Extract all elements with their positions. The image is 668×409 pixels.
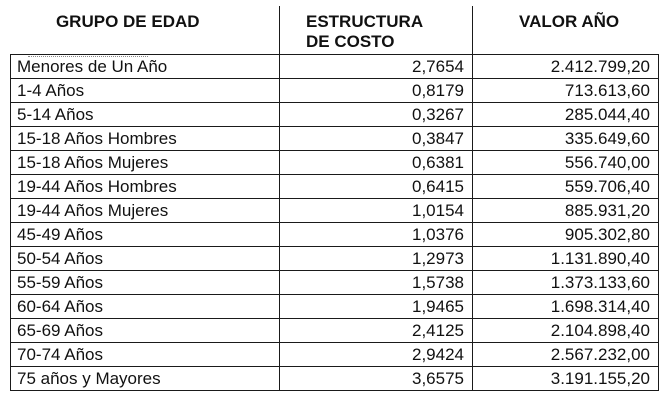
cost-structure-cell: 0,3847 — [280, 126, 473, 150]
table-row — [11, 78, 659, 102]
cost-structure-cell: 0,3267 — [280, 102, 473, 126]
cost-structure-cell: 1,5738 — [280, 270, 473, 294]
table-row — [11, 366, 659, 390]
table-header-row — [11, 6, 659, 54]
cost-structure-cell: 1,0154 — [280, 198, 473, 222]
age-group-cell: 60-64 Años — [11, 294, 280, 318]
header-age-group: GRUPO DE EDAD — [11, 6, 280, 54]
year-value-cell: 559.706,40 — [473, 174, 659, 198]
table-row — [11, 342, 659, 366]
header-year-value: VALOR AÑO — [519, 12, 620, 31]
year-value-cell: 1.373.133,60 — [473, 270, 659, 294]
table-row — [11, 126, 659, 150]
year-value-cell: 285.044,40 — [473, 102, 659, 126]
age-group-cell: 75 años y Mayores — [11, 366, 280, 390]
year-value-cell: 1.698.314,40 — [473, 294, 659, 318]
age-group-cell: 70-74 Años — [11, 342, 280, 366]
year-value-cell: 905.302,80 — [473, 222, 659, 246]
age-group-cell: 50-54 Años — [11, 246, 280, 270]
table-row — [11, 198, 659, 222]
scan-artifact — [28, 56, 148, 59]
cost-structure-table — [10, 6, 659, 391]
year-value-cell: 1.131.890,40 — [473, 246, 659, 270]
age-group-cell: 1-4 Años — [11, 78, 280, 102]
cost-structure-cell: 0,6415 — [280, 174, 473, 198]
header-cost-structure: ESTRUCTURA DE COSTO — [280, 6, 473, 54]
age-group-cell: 5-14 Años — [11, 102, 280, 126]
cost-structure-cell: 2,9424 — [280, 342, 473, 366]
year-value-cell: 2.104.898,40 — [473, 318, 659, 342]
table-row — [11, 246, 659, 270]
cost-structure-cell: 2,7654 — [280, 54, 473, 78]
cost-structure-cell: 2,4125 — [280, 318, 473, 342]
cost-structure-cell: 0,6381 — [280, 150, 473, 174]
cost-structure-cell: 1,2973 — [280, 246, 473, 270]
year-value-cell: 2.567.232,00 — [473, 342, 659, 366]
age-group-cell: 15-18 Años Mujeres — [11, 150, 280, 174]
cost-structure-cell: 0,8179 — [280, 78, 473, 102]
year-value-cell: 713.613,60 — [473, 78, 659, 102]
table-row — [11, 270, 659, 294]
age-group-cell: Menores de Un Año — [11, 54, 280, 78]
table-row — [11, 222, 659, 246]
table-row — [11, 294, 659, 318]
cost-table-container — [10, 6, 658, 400]
table-row — [11, 150, 659, 174]
year-value-cell: 3.191.155,20 — [473, 366, 659, 390]
table-row — [11, 102, 659, 126]
cost-structure-cell: 3,6575 — [280, 366, 473, 390]
age-group-cell: 65-69 Años — [11, 318, 280, 342]
year-value-cell: 885.931,20 — [473, 198, 659, 222]
age-group-cell: 19-44 Años Hombres — [11, 174, 280, 198]
year-value-cell: 556.740,00 — [473, 150, 659, 174]
age-group-cell: 55-59 Años — [11, 270, 280, 294]
age-group-cell: 19-44 Años Mujeres — [11, 198, 280, 222]
cost-structure-cell: 1,0376 — [280, 222, 473, 246]
age-group-cell: 45-49 Años — [11, 222, 280, 246]
year-value-cell: 335.649,60 — [473, 126, 659, 150]
table-row — [11, 318, 659, 342]
table-row — [11, 174, 659, 198]
age-group-cell: 15-18 Años Hombres — [11, 126, 280, 150]
year-value-cell: 2.412.799,20 — [473, 54, 659, 78]
cost-structure-cell: 1,9465 — [280, 294, 473, 318]
